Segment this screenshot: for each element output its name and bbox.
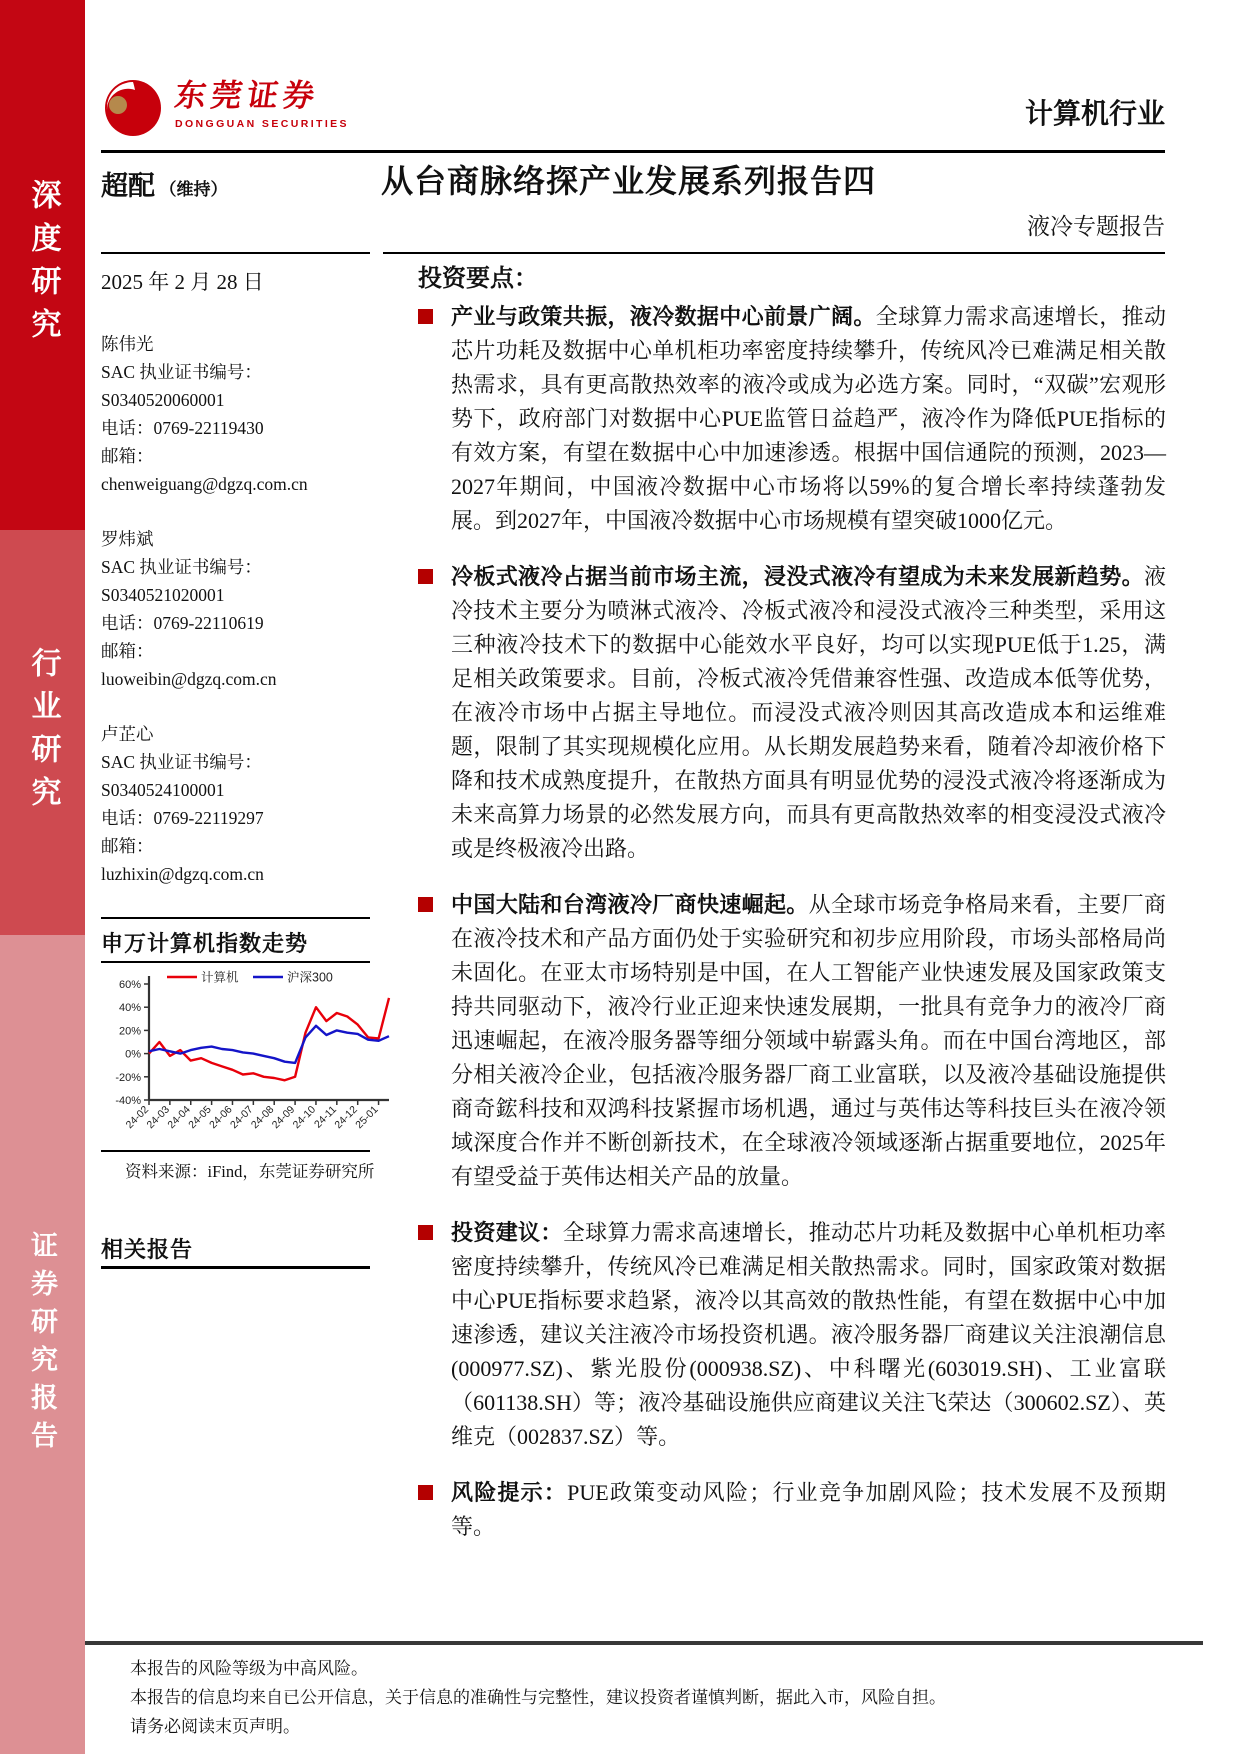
analyst-name: 陈伟光 bbox=[101, 334, 154, 354]
svg-text:24-04: 24-04 bbox=[165, 1103, 193, 1132]
analyst-card bbox=[101, 720, 379, 888]
brand-name-cn: 东莞证券 bbox=[172, 78, 322, 113]
svg-text:24-07: 24-07 bbox=[227, 1103, 256, 1132]
bullet-body: 全球算力需求高速增长，推动芯片功耗及数据中心单机柜功率密度持续攀升，传统风冷已难满足相关散热需求，具有更高散热效率的液冷或成为必选方案。同时，“双碳”宏观形势下，政府部门对数据中心PUE监管日益趋严，液冷作为降低PUE指标的有效方案，有望在数据中心中加速渗透。根据中国信通院的预测，2023—2027年期间，中国液冷数据中心市场将以59%的复合增长率持续蓬勃发展。到2027年，中国液冷数据中心市场规模有望突破1000亿元。 bbox=[451, 304, 1166, 533]
footer-divider bbox=[85, 1641, 1203, 1645]
brand-logo-icon bbox=[101, 76, 165, 140]
bullet-item bbox=[418, 560, 1166, 866]
ribbon-label-securities-research-report: 证券研究报告 bbox=[27, 1230, 57, 1459]
investment-highlights-heading: 投资要点： bbox=[418, 265, 538, 292]
analyst-email[interactable]: chenweiguang@dgzq.com.cn bbox=[101, 474, 308, 494]
footer-disclaimer bbox=[130, 1654, 946, 1741]
rating-note: （维持） bbox=[159, 180, 228, 199]
page-content bbox=[85, 0, 1240, 1754]
analyst-email[interactable]: luoweibin@dgzq.com.cn bbox=[101, 669, 277, 689]
svg-text:60%: 60% bbox=[118, 979, 141, 991]
analyst-email-label: 邮箱： bbox=[101, 446, 154, 466]
bullet-lead: 风险提示： bbox=[451, 1480, 568, 1505]
bullet-body: 全球算力需求高速增长，推动芯片功耗及数据中心单机柜功率密度持续攀升，传统风冷已难满足相关散热需求。同时，国家政策对数据中心PUE指标要求趋紧，液冷以其高效的散热性能，有望在数据中心中加速渗透，建议关注液冷市场投资机遇。液冷服务器厂商建议关注浪潮信息(000977.SZ)、紫光股份(000938.SZ)、中科曙光(603019.SH)、工业富联（601138.SH）等；液冷基础设施供应商建议关注飞荣达（300602.SZ）、英维克（002837.SZ）等。 bbox=[451, 1220, 1166, 1449]
bullet-item bbox=[418, 1216, 1166, 1454]
analyst-sac-label: SAC 执业证书编号： bbox=[101, 752, 262, 772]
left-ribbon bbox=[0, 0, 85, 1754]
chart-divider-mid bbox=[101, 961, 370, 963]
rating-value: 超配 bbox=[101, 171, 155, 201]
bullet-body: PUE政策变动风险；行业竞争加剧风险；技术发展不及预期等。 bbox=[451, 1480, 1166, 1539]
chart-heading: 申万计算机指数走势 bbox=[101, 931, 309, 956]
analyst-sac-no: S0340524100001 bbox=[101, 780, 225, 800]
report-title: 从台商脉络探产业发展系列报告四 bbox=[381, 163, 877, 199]
analyst-phone: 电话：0769-22110619 bbox=[101, 613, 264, 633]
ribbon-label-depth-research: 深度研究 bbox=[26, 179, 60, 351]
analyst-sac-no: S0340520060001 bbox=[101, 390, 225, 410]
bullet-item bbox=[418, 1476, 1166, 1544]
bullet-item bbox=[418, 888, 1166, 1194]
analyst-list bbox=[101, 330, 379, 915]
svg-text:24-05: 24-05 bbox=[186, 1103, 214, 1132]
svg-text:24-08: 24-08 bbox=[248, 1103, 277, 1132]
svg-text:24-06: 24-06 bbox=[207, 1103, 235, 1132]
report-subtitle: 液冷专题报告 bbox=[1027, 214, 1165, 239]
footer-line-info-source: 本报告的信息均来自已公开信息，关于信息的准确性与完整性，建议投资者谨慎判断，据此入市，风险自担。 bbox=[130, 1688, 946, 1707]
ribbon-section-industry-research bbox=[0, 530, 85, 935]
analyst-email[interactable]: luzhixin@dgzq.com.cn bbox=[101, 864, 264, 884]
analyst-sac-label: SAC 执业证书编号： bbox=[101, 362, 262, 382]
right-column-divider bbox=[383, 252, 1165, 254]
svg-text:24-09: 24-09 bbox=[269, 1103, 298, 1132]
bullet-marker-icon bbox=[418, 569, 433, 584]
analyst-card bbox=[101, 330, 379, 498]
analyst-name: 卢芷心 bbox=[101, 724, 154, 744]
report-date: 2025 年 2 月 28 日 bbox=[101, 270, 264, 294]
ribbon-section-securities-research-report bbox=[0, 935, 85, 1754]
analyst-phone: 电话：0769-22119430 bbox=[101, 418, 264, 438]
related-reports-divider bbox=[101, 1266, 370, 1269]
bullet-lead: 投资建议： bbox=[451, 1220, 563, 1245]
svg-text:24-12: 24-12 bbox=[332, 1103, 360, 1132]
analyst-email-label: 邮箱： bbox=[101, 641, 154, 661]
analyst-email-label: 邮箱： bbox=[101, 836, 154, 856]
left-column-divider bbox=[101, 252, 370, 254]
ribbon-section-depth-research bbox=[0, 0, 85, 530]
analyst-phone: 电话：0769-22119297 bbox=[101, 808, 264, 828]
svg-text:0%: 0% bbox=[125, 1048, 141, 1061]
index-chart bbox=[97, 968, 397, 1146]
chart-divider-top bbox=[101, 917, 370, 919]
bullet-body: 液冷技术主要分为喷淋式液冷、冷板式液冷和浸没式液冷三种类型，采用这三种液冷技术下的数据中心能效水平良好，均可以实现PUE低于1.25，满足相关政策要求。目前，冷板式液冷凭借兼容性强、改造成本低等优势，在液冷市场中占据主导地位。而浸没式液冷则因其高改造成本和运维难题，限制了其实现规模化应用。从长期发展趋势来看，随着冷却液价格下降和技术成熟度提升，在散热方面具有明显优势的浸没式液冷将逐渐成为未来高算力场景的必然发展方向，而具有更高散热效率的相变浸没式液冷或是终极液冷出路。 bbox=[451, 564, 1166, 861]
svg-text:25-01: 25-01 bbox=[353, 1103, 381, 1132]
svg-text:-20%: -20% bbox=[115, 1071, 141, 1084]
brand-name-en: DONGGUAN SECURITIES bbox=[175, 118, 349, 130]
chart-source: 资料来源：iFind，东莞证券研究所 bbox=[125, 1162, 375, 1181]
rating-block bbox=[101, 164, 227, 203]
bullet-lead: 中国大陆和台湾液冷厂商快速崛起。 bbox=[451, 892, 809, 917]
brand-logo bbox=[101, 76, 349, 140]
bullet-marker-icon bbox=[418, 1485, 433, 1500]
svg-text:计算机: 计算机 bbox=[201, 970, 239, 985]
header-divider bbox=[101, 150, 1165, 153]
bullet-lead: 冷板式液冷占据当前市场主流，浸没式液冷有望成为未来发展新趋势。 bbox=[451, 564, 1144, 589]
bullet-list bbox=[418, 300, 1166, 1566]
footer-line-read-statement: 请务必阅读末页声明。 bbox=[130, 1717, 300, 1736]
brand-text bbox=[172, 76, 349, 130]
svg-text:-40%: -40% bbox=[115, 1095, 141, 1107]
svg-text:沪深300: 沪深300 bbox=[287, 970, 333, 985]
industry-label: 计算机行业 bbox=[1024, 98, 1165, 129]
footer-line-risk-level: 本报告的风险等级为中高风险。 bbox=[130, 1659, 368, 1678]
bullet-marker-icon bbox=[418, 897, 433, 912]
svg-text:24-03: 24-03 bbox=[144, 1103, 172, 1132]
svg-text:40%: 40% bbox=[118, 1002, 141, 1015]
bullet-marker-icon bbox=[418, 1225, 433, 1240]
related-reports-heading: 相关报告 bbox=[101, 1237, 194, 1262]
svg-text:20%: 20% bbox=[118, 1025, 141, 1038]
bullet-body: 从全球市场竞争格局来看，主要厂商在液冷技术和产品方面仍处于实验研究和初步应用阶段，市场头部格局尚未固化。在亚太市场特别是中国，在人工智能产业快速发展及国家政策支持共同驱动下，液冷行业正迎来快速发展期，一批具有竞争力的液冷厂商迅速崛起，在液冷服务器等细分领域中崭露头角。而在中国台湾地区，部分相关液冷企业，包括液冷服务器厂商工业富联，以及液冷基础设施提供商奇鋐科技和双鸿科技紧握市场机遇，通过与英伟达等科技巨头在液冷领域深度合作并不断创新技术，在全球液冷领域逐渐占据重要地位，2025年有望受益于英伟达相关产品的放量。 bbox=[451, 892, 1166, 1189]
chart-divider-bottom bbox=[101, 1150, 370, 1152]
analyst-card bbox=[101, 525, 379, 693]
analyst-name: 罗炜斌 bbox=[101, 529, 154, 549]
bullet-marker-icon bbox=[418, 309, 433, 324]
bullet-lead: 产业与政策共振，液冷数据中心前景广阔。 bbox=[451, 304, 876, 329]
bullet-item bbox=[418, 300, 1166, 538]
svg-text:24-10: 24-10 bbox=[290, 1103, 319, 1132]
svg-text:24-11: 24-11 bbox=[312, 1103, 339, 1131]
ribbon-label-industry-research: 行业研究 bbox=[26, 646, 60, 819]
analyst-sac-no: S0340521020001 bbox=[101, 585, 225, 605]
analyst-sac-label: SAC 执业证书编号： bbox=[101, 557, 262, 577]
svg-text:24-02: 24-02 bbox=[123, 1103, 152, 1132]
